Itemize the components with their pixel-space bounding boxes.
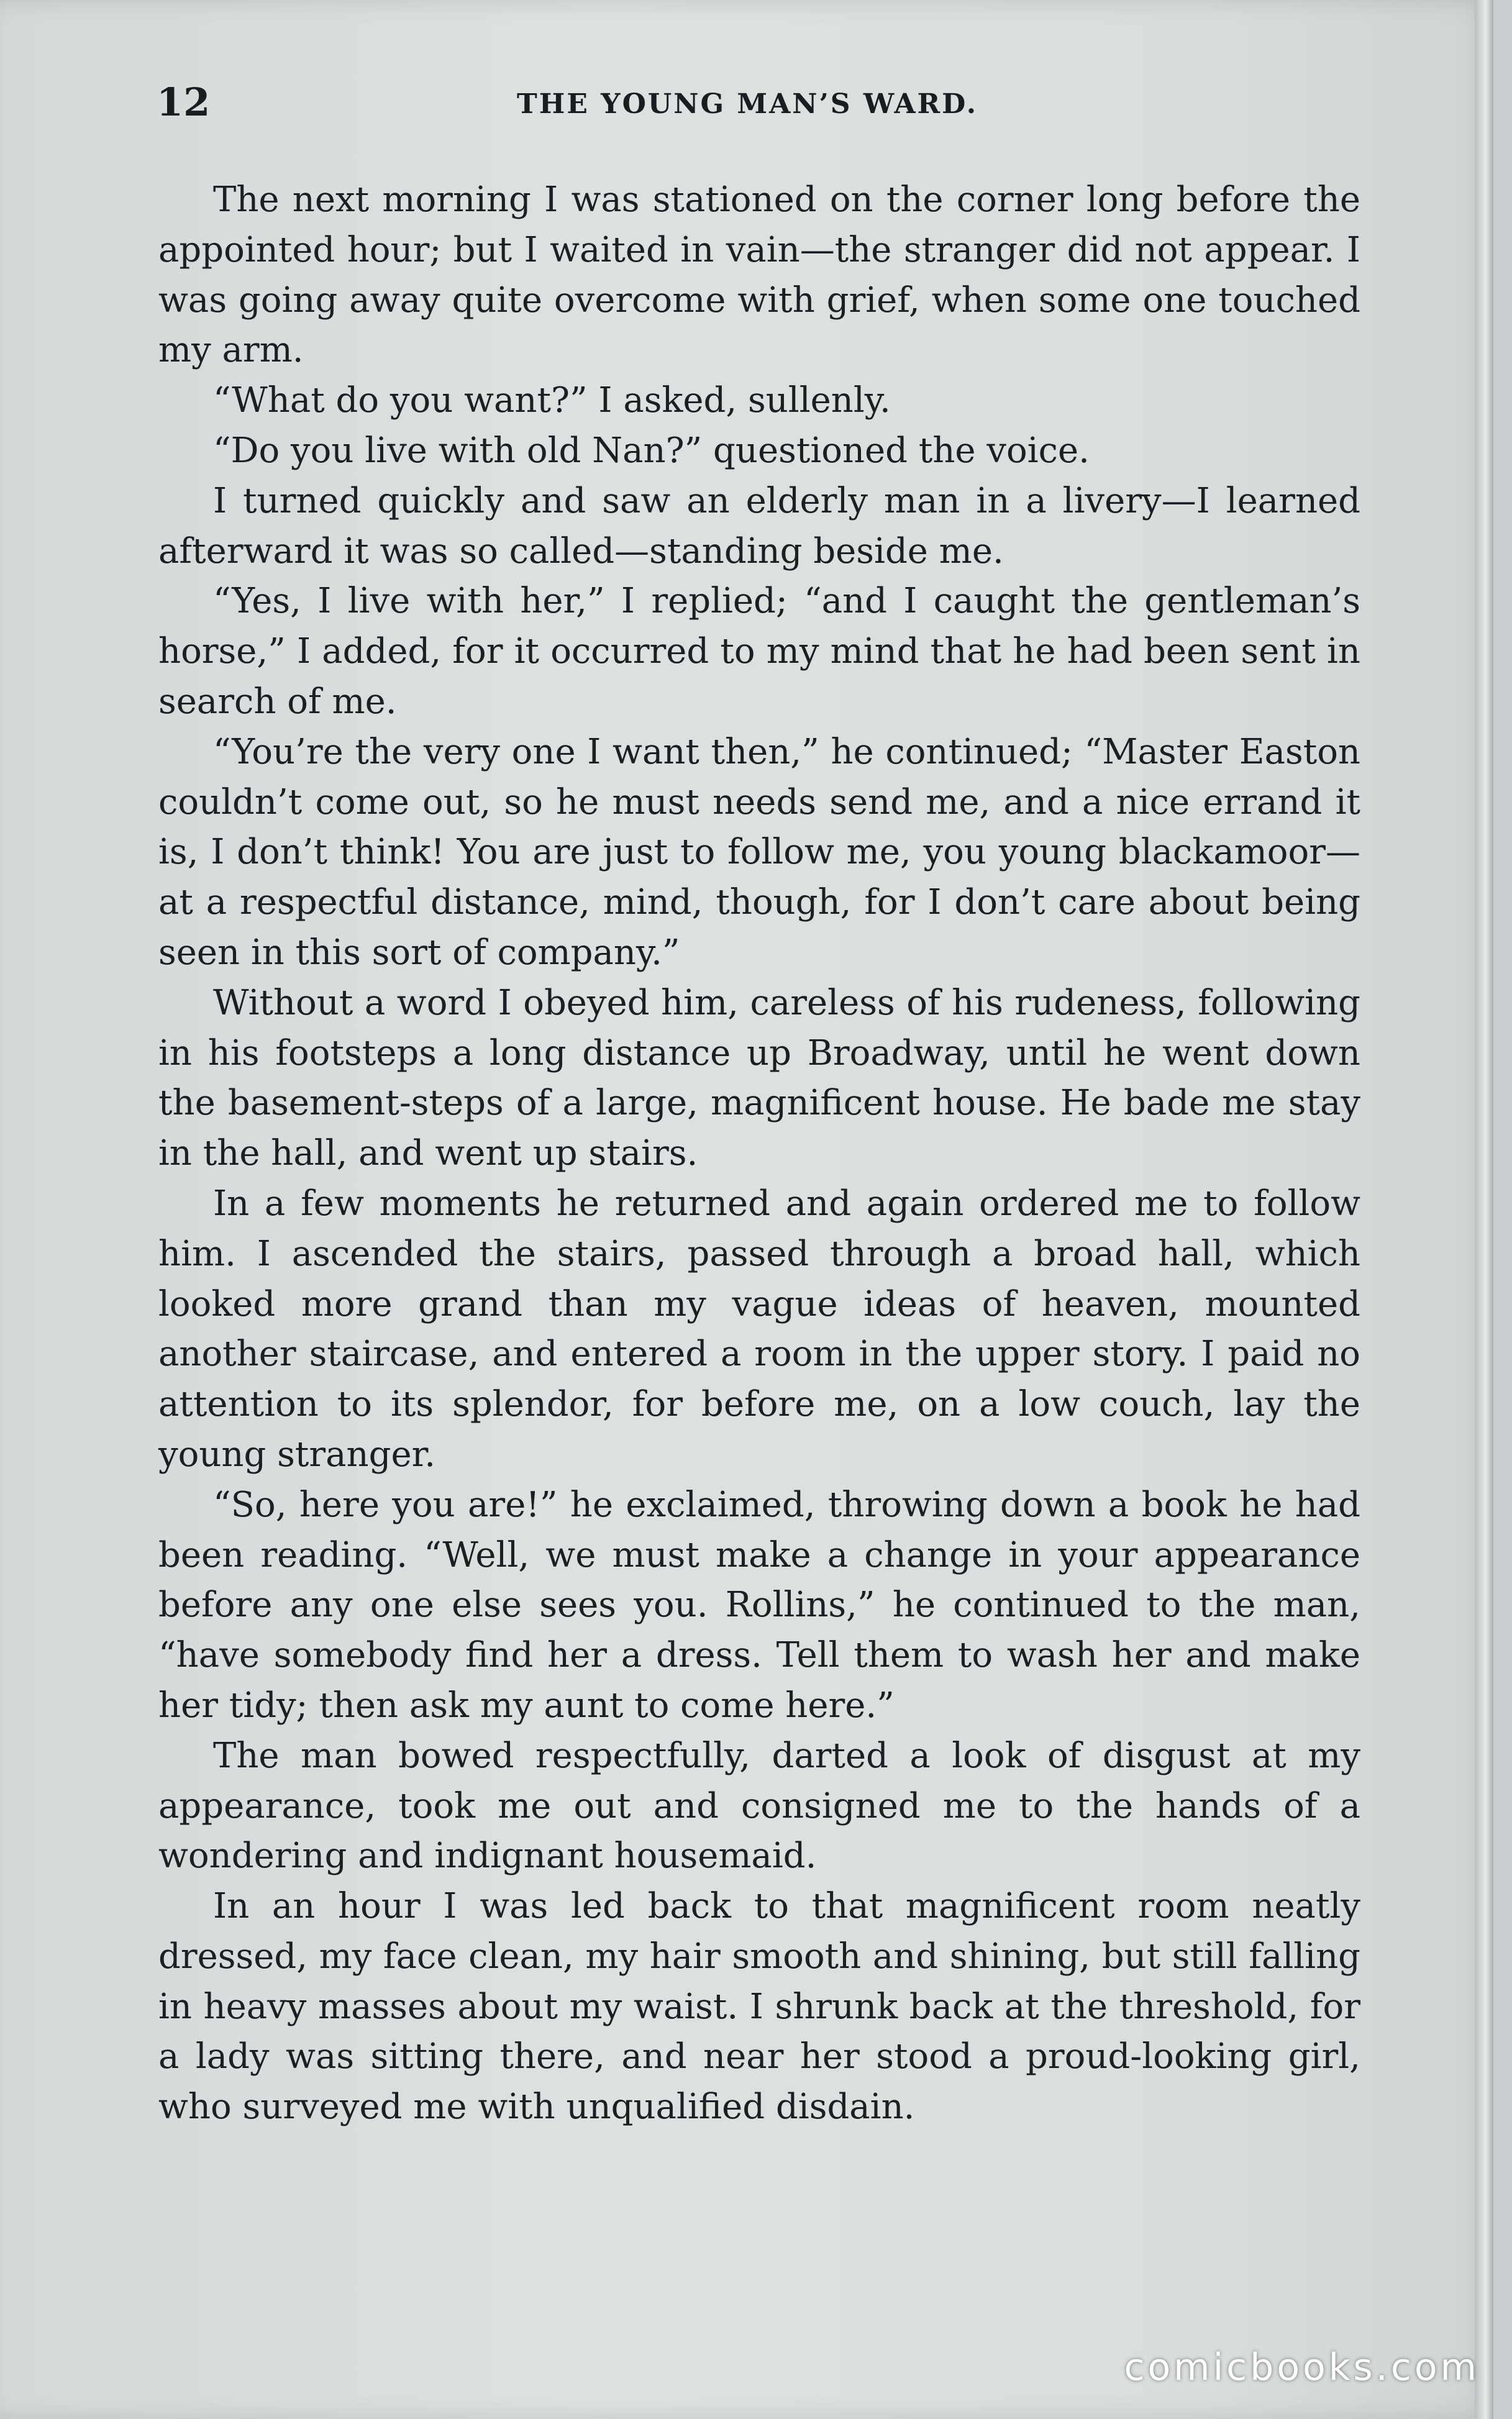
page-header: [157, 80, 1362, 135]
paragraph: “What do you want?” I asked, sullenly.: [213, 380, 891, 421]
paragraph: “Do you live with old Nan?” questioned the voice.: [213, 430, 1090, 471]
body-text: [158, 175, 1360, 2133]
running-title: THE YOUNG MAN’S WARD.: [517, 88, 978, 120]
page-number: 12: [157, 80, 211, 125]
paragraph: “Yes, I live with her,” I replied; “and I caught the gentleman’s horse,” I added, for it occurred to my mind that he had been sent in search of me.: [158, 581, 1360, 722]
paragraph: In an hour I was led back to that magnificent room neatly dressed, my face clean, my hair smooth and shining, but still falling in heavy masses about my waist. I shrunk back at the threshold, for a lady was sitting there, and near her stood a proud-looking girl, who surveyed me with unqualified disdain.: [158, 1886, 1360, 2128]
paragraph: “You’re the very one I want then,” he continued; “Master Easton couldn’t come out, so he must needs send me, and a nice errand it is, I don’t think! You are just to follow me, you young blackamoor—at a respectful distance, mind, though, for I don’t care about being seen in this sort of company.”: [158, 731, 1360, 973]
paragraph: In a few moments he returned and again ordered me to follow him. I ascended the stairs, passed through a broad hall, which looked more grand than my vague ideas of heaven, mounted another staircase, and entered a room in the upper story. I paid no attention to its splendor, for before me, on a low couch, lay the young stranger.: [158, 1183, 1360, 1475]
paragraph: The man bowed respectfully, darted a look of disgust at my appearance, took me out and consigned me to the hands of a wondering and indignant housemaid.: [158, 1735, 1360, 1877]
watermark: comicbooks.com: [1124, 2346, 1480, 2389]
paragraph: “So, here you are!” he exclaimed, throwing down a book he had been reading. “Well, we must make a change in your appearance before any one else sees you. Rollins,” he continued to the man, “have somebody find her a dress. Tell them to wash her and make her tidy; then ask my aunt to come here.”: [158, 1484, 1360, 1726]
page-edge: [1475, 0, 1493, 2419]
paragraph: The next morning I was stationed on the corner long before the appointed hour; but I waited in vain—the stranger did not appear. I was going away quite overcome with grief, when some one touched my arm.: [158, 180, 1360, 371]
paragraph: Without a word I obeyed him, careless of his rudeness, following in his footsteps a long distance up Broadway, until he went down the basement-steps of a large, magnificent house. He bade me stay in the hall, and went up stairs.: [158, 982, 1360, 1174]
paragraph: I turned quickly and saw an elderly man in a livery—I learned afterward it was so called—standing beside me.: [158, 480, 1360, 572]
